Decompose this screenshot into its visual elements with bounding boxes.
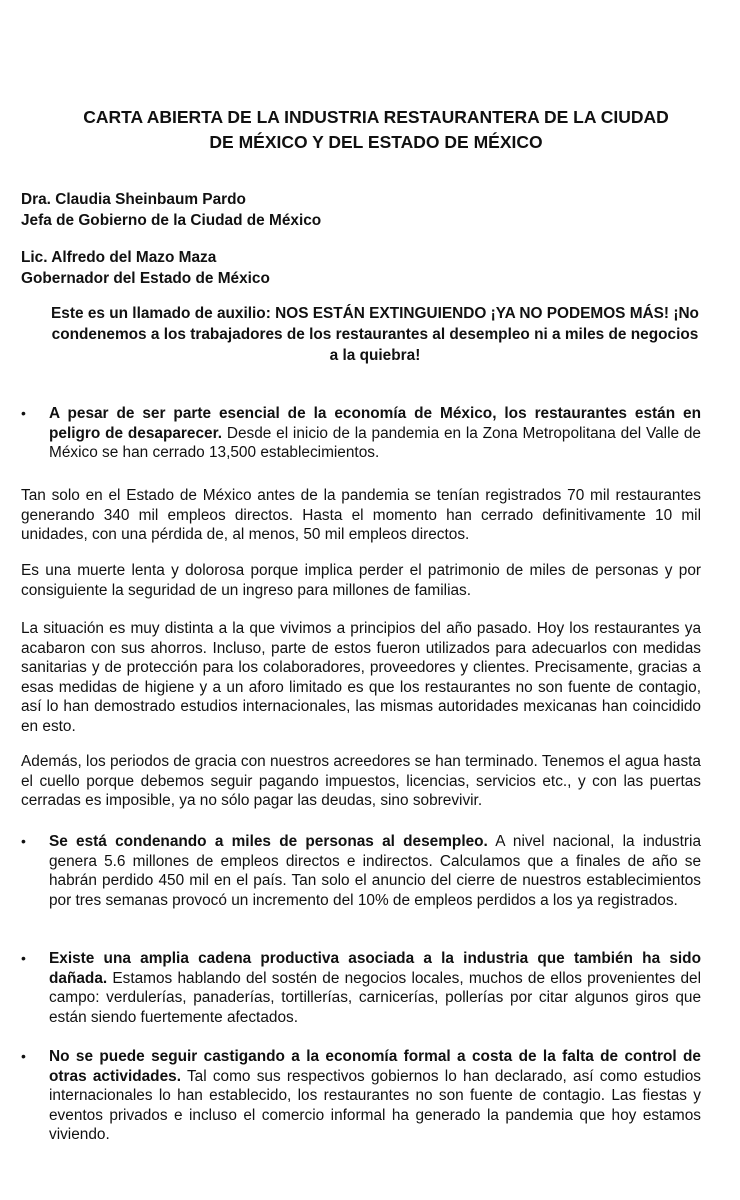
paragraph-4: Además, los periodos de gracia con nuestros acreedores se han terminado. Tenemos el agua hasta el cuello porque debemos seguir pagando impuestos, licencias, servicios etc., y con las puertas cerradas es imposible, ya no sólo pagar las deudas, sino sobrevivir.	[21, 753, 701, 809]
bullet-dot: •	[21, 1048, 26, 1064]
paragraph-2: Es una muerte lenta y dolorosa porque implica perder el patrimonio de miles de personas y por consiguiente la seguridad de un ingreso para millones de familias.	[21, 562, 701, 599]
title-line-2: DE MÉXICO Y DEL ESTADO DE MÉXICO	[209, 132, 543, 152]
letter-title	[0, 105, 740, 155]
bullet-lead: No se puede seguir castigando a la economía formal a costa de la falta de control de otras actividades.	[49, 1048, 701, 1085]
bullet-lead: Existe una amplia cadena productiva asociada a la industria que también ha sido dañada.	[49, 950, 701, 987]
bullet-body: Estamos hablando del sostén de negocios locales, muchos de ellos provenientes del campo: verdulerías, panaderías, tortillerías, carnicerías, pollerías por citar algunos giros que están siendo fuertemente afectados.	[49, 969, 701, 1026]
bullet-lead: Se está condenando a miles de personas al desempleo.	[49, 833, 488, 850]
bullet-body: Tal como sus respectivos gobiernos lo han declarado, así como estudios internacionales lo han establecido, los restaurantes no son fuente de contagio. Las fiestas y eventos privados e incluso el comercio informal ha generado la pandemia que hoy estamos viviendo.	[49, 1067, 701, 1143]
bullet-item-1	[21, 404, 701, 463]
bullet-lead: A pesar de ser parte esencial de la economía de México, los restaurantes están en peligro de desaparecer.	[49, 405, 701, 442]
bullet-dot: •	[21, 405, 26, 421]
paragraph-1: Tan solo en el Estado de México antes de la pandemia se tenían registrados 70 mil restaurantes generando 340 mil empleos directos. Hasta el momento han cerrado definitivamente 10 mil unidades, con una pérdida de, al menos, 50 mil empleos directos.	[21, 487, 701, 543]
bullet-item-3	[21, 949, 701, 1027]
recipient-name: Dra. Claudia Sheinbaum Pardo	[21, 191, 246, 208]
bullet-dot: •	[21, 833, 26, 849]
recipient-role: Gobernador del Estado de México	[21, 270, 270, 287]
bullet-text	[49, 1047, 701, 1145]
title-line-1: CARTA ABIERTA DE LA INDUSTRIA RESTAURANTERA DE LA CIUDAD	[83, 107, 669, 127]
callout-appeal: Este es un llamado de auxilio: NOS ESTÁN EXTINGUIENDO ¡YA NO PODEMOS MÁS! ¡No condenemos a los trabajadores de los restaurantes al desempleo ni a miles de negocios a la quiebra!	[51, 305, 699, 364]
bullet-item-2	[21, 832, 701, 910]
bullet-text	[49, 949, 701, 1027]
bullet-text	[49, 832, 701, 910]
paragraph-3: La situación es muy distinta a la que vivimos a principios del año pasado. Hoy los restaurantes ya acabaron con sus ahorros. Incluso, parte de estos fueron utilizados para adecuarlos con medidas sanitarias y de protección para los colaboradores, proveedores y clientes. Precisamente, gracias a esas medidas de higiene y a un aforo limitado es que los restaurantes no son fuente de contagio, así lo han demostrado estudios internacionales, las mismas autoridades mexicanas han coincidido en esto.	[21, 620, 701, 735]
recipient-name: Lic. Alfredo del Mazo Maza	[21, 249, 217, 266]
recipient-block-1	[21, 189, 321, 231]
bullet-dot: •	[21, 950, 26, 966]
bullet-item-4	[21, 1047, 701, 1145]
bullet-body: A nivel nacional, la industria genera 5.6 millones de empleos directos e indirectos. Calculamos que a finales de año se habrán perdido 450 mil en el país. Tan solo el anuncio del cierre de nuestros establecimientos por tres semanas provocó un incremento del 10% de empleos perdidos a los ya registrados.	[49, 833, 702, 909]
recipient-block-2	[21, 247, 270, 289]
bullet-text	[49, 404, 701, 463]
bullet-body: Desde el inicio de la pandemia en la Zona Metropolitana del Valle de México se han cerrado 13,500 establecimientos.	[49, 424, 701, 461]
recipient-role: Jefa de Gobierno de la Ciudad de México	[21, 212, 322, 229]
